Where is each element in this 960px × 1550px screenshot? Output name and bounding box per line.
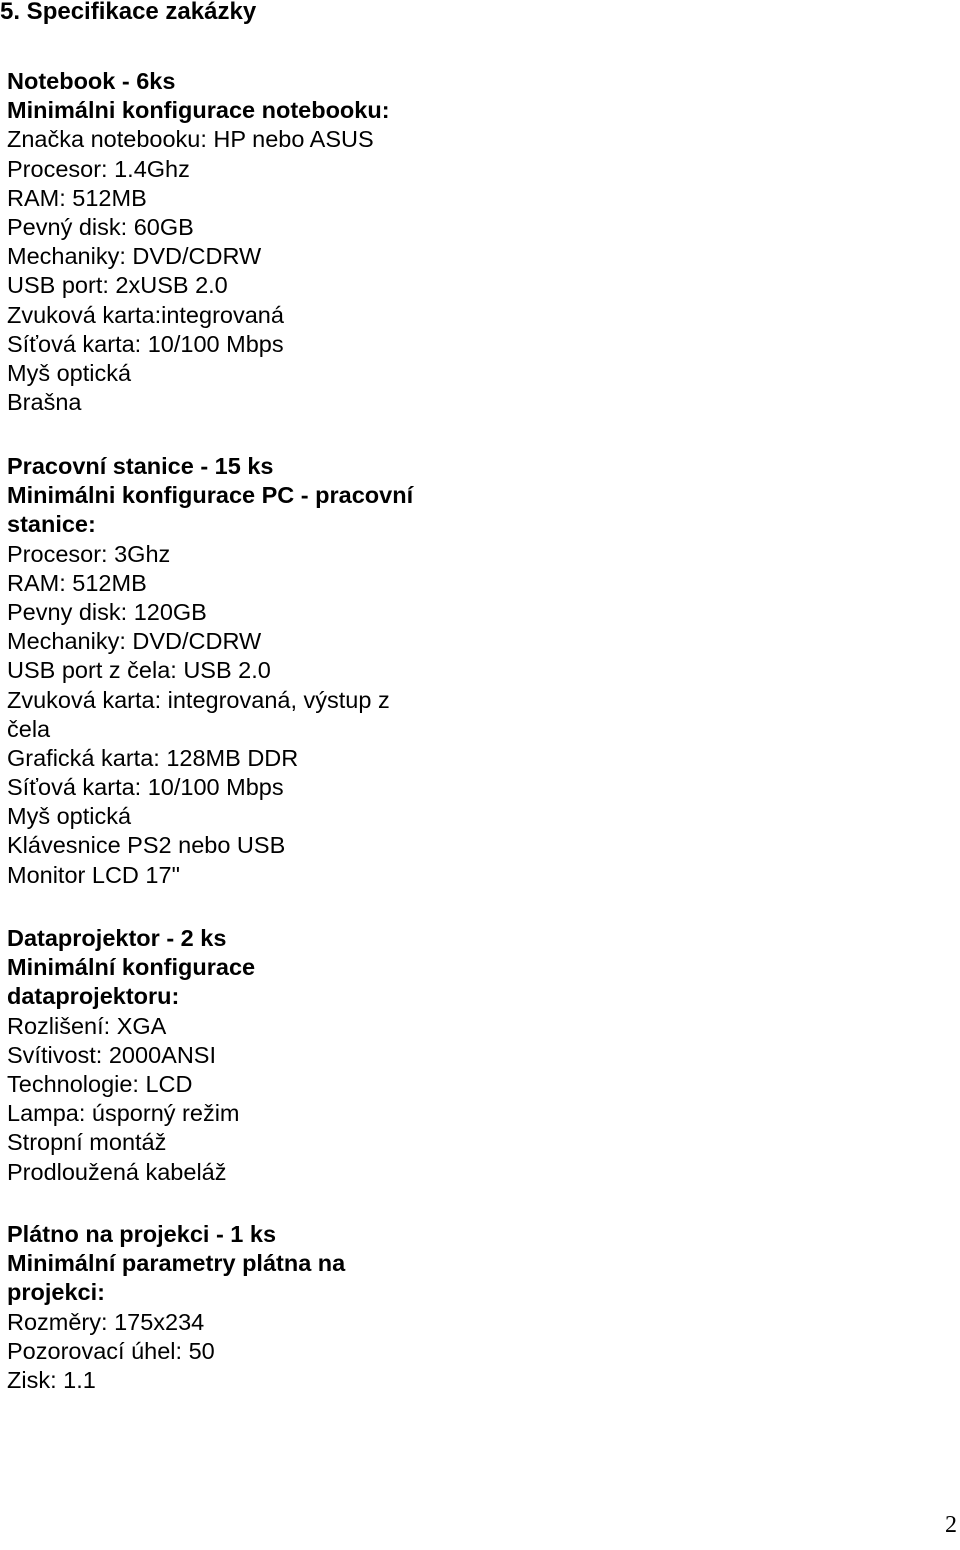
section-subheading: dataprojektoru: [7, 983, 180, 1010]
section-projector [7, 924, 467, 1187]
section-subheading: stanice: [7, 511, 96, 538]
spec-item: RAM: 512MB [7, 184, 147, 211]
spec-item: Brašna [7, 389, 82, 416]
section-heading: Plátno na projekci - 1 ks [7, 1221, 277, 1247]
spec-item: Zvuková karta: integrovaná, výstup z [7, 686, 390, 713]
spec-item: Procesor: 3Ghz [7, 540, 171, 567]
spec-item: Síťová karta: 10/100 Mbps [7, 330, 284, 357]
page-title: 5. Specifikace zakázky [0, 0, 257, 25]
section-screen [7, 1220, 467, 1395]
spec-item: RAM: 512MB [7, 569, 147, 596]
spec-item: Mechaniky: DVD/CDRW [7, 243, 262, 270]
spec-item: Rozlišení: XGA [7, 1012, 167, 1039]
spec-item: Pevny disk: 120GB [7, 598, 207, 625]
spec-item: Stropní montáž [7, 1129, 167, 1156]
spec-item: Pozorovací úhel: 50 [7, 1337, 215, 1364]
spec-item: Lampa: úsporný režim [7, 1100, 240, 1127]
spec-item: Mechaniky: DVD/CDRW [7, 628, 262, 655]
spec-item: Klávesnice PS2 nebo USB [7, 832, 286, 859]
spec-item: USB port: 2xUSB 2.0 [7, 272, 228, 299]
spec-item: USB port z čela: USB 2.0 [7, 657, 271, 684]
spec-item: Technologie: LCD [7, 1070, 193, 1097]
spec-item: Značka notebooku: HP nebo ASUS [7, 126, 374, 153]
page-number: 2 [945, 1512, 957, 1538]
spec-item: Prodloužená kabeláž [7, 1158, 227, 1185]
spec-item: Grafická karta: 128MB DDR [7, 744, 299, 771]
spec-item: Pevný disk: 60GB [7, 213, 194, 240]
spec-item: Rozměry: 175x234 [7, 1308, 205, 1335]
spec-item: čela [7, 715, 51, 742]
section-subheading: Minimální konfigurace [7, 954, 256, 981]
spec-item: Procesor: 1.4Ghz [7, 155, 190, 182]
section-subheading: Minimálni konfigurace PC - pracovní [7, 482, 414, 509]
section-subheading: Minimální parametry plátna na [7, 1250, 346, 1277]
spec-item: Zisk: 1.1 [7, 1366, 96, 1393]
section-heading: Notebook - 6ks [7, 68, 176, 94]
section-heading: Dataprojektor - 2 ks [7, 925, 227, 951]
spec-item: Myš optická [7, 359, 132, 386]
section-workstation [7, 452, 467, 890]
spec-item: Síťová karta: 10/100 Mbps [7, 774, 284, 801]
spec-item: Zvuková karta:integrovaná [7, 301, 284, 328]
section-heading: Pracovní stanice - 15 ks [7, 453, 274, 479]
section-subheading: Minimálni konfigurace notebooku: [7, 97, 390, 124]
section-notebook [7, 67, 467, 417]
spec-item: Svítivost: 2000ANSI [7, 1041, 216, 1068]
spec-item: Myš optická [7, 803, 132, 830]
spec-item: Monitor LCD 17" [7, 861, 180, 888]
section-subheading: projekci: [7, 1279, 105, 1306]
